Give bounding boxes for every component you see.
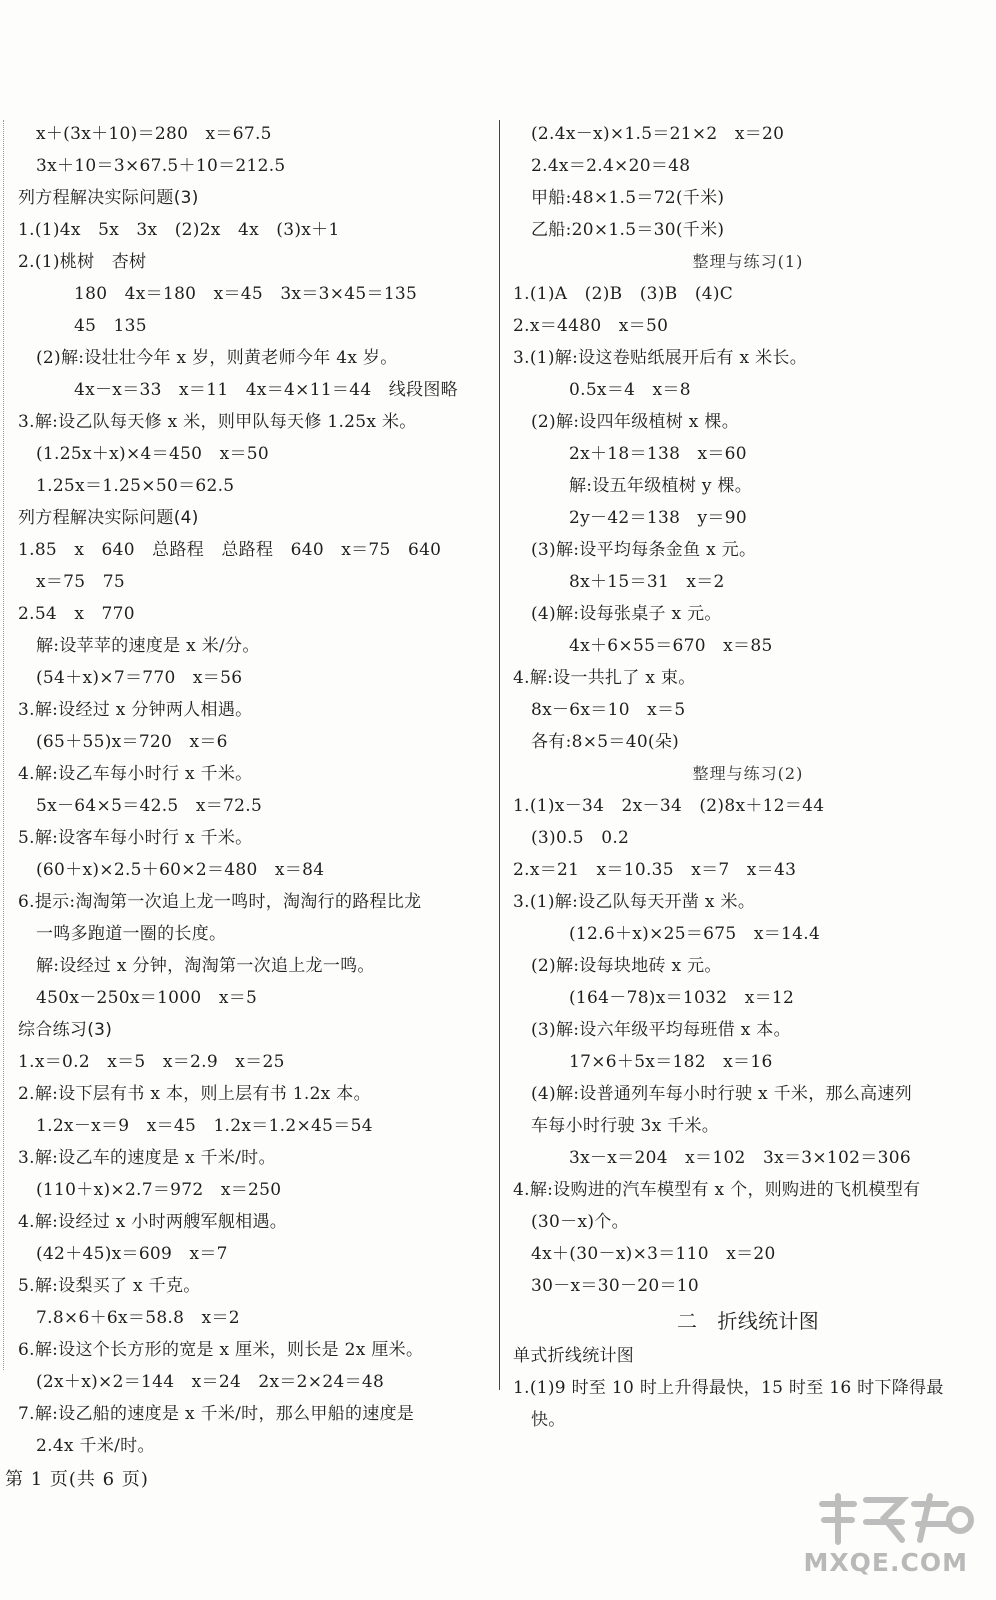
right-line: 3x－x＝204 x＝102 3x＝3×102＝306 xyxy=(569,1148,911,1168)
right-line: 30－x＝30－20＝10 xyxy=(531,1276,700,1296)
right-line: 3.(1)解:设这卷贴纸展开后有 x 米长。 xyxy=(513,348,808,368)
left-line: (2x＋x)×2＝144 x＝24 2x＝2×24＝48 xyxy=(36,1372,385,1392)
left-line: 3.解:设乙车的速度是 x 千米/时。 xyxy=(18,1148,276,1168)
right-column xyxy=(513,118,983,1436)
right-line: 甲船:48×1.5＝72(千米) xyxy=(531,188,725,208)
left-line: 1.85 x 640 总路程 总路程 640 x＝75 640 xyxy=(18,540,442,560)
left-heading: 综合练习(3) xyxy=(18,1020,113,1040)
left-line: 3.解:设经过 x 分钟两人相遇。 xyxy=(18,700,253,720)
right-line: 4.解:设一共扎了 x 束。 xyxy=(513,668,696,688)
left-column xyxy=(18,118,482,1462)
right-line: 8x＋15＝31 x＝2 xyxy=(569,572,725,592)
right-line: 4.解:设购进的汽车模型有 x 个，则购进的飞机模型有 xyxy=(513,1180,921,1200)
left-line: (2)解:设壮壮今年 x 岁，则黄老师今年 4x 岁。 xyxy=(36,348,398,368)
left-line: 4.解:设乙车每小时行 x 千米。 xyxy=(18,764,253,784)
left-line: (110＋x)×2.7＝972 x＝250 xyxy=(36,1180,282,1200)
left-line: 3.解:设乙队每天修 x 米，则甲队每天修 1.25x 米。 xyxy=(18,412,417,432)
right-line: (3)0.5 0.2 xyxy=(531,828,630,848)
left-line: (42＋45)x＝609 x＝7 xyxy=(36,1244,228,1264)
left-heading: 列方程解决实际问题(3) xyxy=(18,188,199,208)
left-line: 解:设苹苹的速度是 x 米/分。 xyxy=(36,636,260,656)
right-line: 2.4x＝2.4×20＝48 xyxy=(531,156,691,176)
right-line: (2)解:设四年级植树 x 棵。 xyxy=(531,412,740,432)
right-major: 二 折线统计图 xyxy=(676,1309,820,1333)
right-line: 17×6＋5x＝182 x＝16 xyxy=(569,1052,773,1072)
right-center: 整理与练习(2) xyxy=(692,764,804,783)
left-line: 2.(1)桃树 杏树 xyxy=(18,252,147,272)
left-line: 2.解:设下层有书 x 本，则上层有书 1.2x 本。 xyxy=(18,1084,371,1104)
right-line: 1.(1)x－34 2x－34 (2)8x＋12＝44 xyxy=(513,796,825,816)
answer-logo-icon xyxy=(814,1490,974,1548)
left-line: 1.25x＝1.25×50＝62.5 xyxy=(36,476,235,496)
left-line: 7.解:设乙船的速度是 x 千米/时，那么甲船的速度是 xyxy=(18,1404,415,1424)
left-line: (65＋55)x＝720 x＝6 xyxy=(36,732,228,752)
right-line: 1.(1)9 时至 10 时上升得最快，15 时至 16 时下降得最 xyxy=(513,1378,944,1398)
left-line: 5.解:设梨买了 x 千克。 xyxy=(18,1276,201,1296)
right-line: (3)解:设平均每条金鱼 x 元。 xyxy=(531,540,757,560)
right-line: (2.4x－x)×1.5＝21×2 x＝20 xyxy=(531,124,785,144)
right-heading: 单式折线统计图 xyxy=(513,1346,635,1366)
right-line: 4x＋(30－x)×3＝110 x＝20 xyxy=(531,1244,776,1264)
right-line: (12.6＋x)×25＝675 x＝14.4 xyxy=(569,924,821,944)
left-line: 6.解:设这个长方形的宽是 x 厘米，则长是 2x 厘米。 xyxy=(18,1340,424,1360)
left-line: 1.x＝0.2 x＝5 x＝2.9 x＝25 xyxy=(18,1052,285,1072)
left-line: 4x－x＝33 x＝11 4x＝4×11＝44 线段图略 xyxy=(74,380,458,400)
watermark xyxy=(803,1490,978,1590)
right-line: (2)解:设每块地砖 x 元。 xyxy=(531,956,722,976)
left-line: 2.54 x 770 xyxy=(18,604,135,624)
left-line: 一鸣多跑道一圈的长度。 xyxy=(36,924,227,944)
left-line: 解:设经过 x 分钟，淘淘第一次追上龙一鸣。 xyxy=(36,956,375,976)
left-line: (1.25x＋x)×4＝450 x＝50 xyxy=(36,444,270,464)
left-line: 6.提示:淘淘第一次追上龙一鸣时，淘淘行的路程比龙 xyxy=(18,892,422,912)
left-line: 4.解:设经过 x 小时两艘军舰相遇。 xyxy=(18,1212,288,1232)
left-line: 7.8×6＋6x＝58.8 x＝2 xyxy=(36,1308,240,1328)
watermark-url: MXQE.COM xyxy=(803,1548,968,1577)
right-line: 0.5x＝4 x＝8 xyxy=(569,380,691,400)
left-heading: 列方程解决实际问题(4) xyxy=(18,508,199,528)
right-line: 2y－42＝138 y＝90 xyxy=(569,508,747,528)
right-line: 2.x＝4480 x＝50 xyxy=(513,316,669,336)
binding-margin-line xyxy=(3,120,4,1370)
left-line: 1.2x－x＝9 x＝45 1.2x＝1.2×45＝54 xyxy=(36,1116,373,1136)
right-line: (4)解:设每张桌子 x 元。 xyxy=(531,604,722,624)
right-line: 各有:8×5＝40(朵) xyxy=(531,732,680,752)
left-line: (60＋x)×2.5＋60×2＝480 x＝84 xyxy=(36,860,325,880)
right-line: (4)解:设普通列车每小时行驶 x 千米，那么高速列 xyxy=(531,1084,913,1104)
left-line: x＝75 75 xyxy=(36,572,125,592)
right-line: 2x＋18＝138 x＝60 xyxy=(569,444,747,464)
left-line: 180 4x＝180 x＝45 3x＝3×45＝135 xyxy=(74,284,418,304)
right-line: 快。 xyxy=(531,1410,566,1430)
left-line: 450x－250x＝1000 x＝5 xyxy=(36,988,258,1008)
left-line: 5x－64×5＝42.5 x＝72.5 xyxy=(36,796,263,816)
right-line: (3)解:设六年级平均每班借 x 本。 xyxy=(531,1020,791,1040)
right-center: 整理与练习(1) xyxy=(692,252,804,271)
right-line: 解:设五年级植树 y 棵。 xyxy=(569,476,753,496)
left-line: (54＋x)×7＝770 x＝56 xyxy=(36,668,243,688)
page-footer: 第 1 页(共 6 页) xyxy=(5,1469,149,1490)
column-divider xyxy=(499,120,500,1390)
right-line: 8x－6x＝10 x＝5 xyxy=(531,700,686,720)
right-line: 1.(1)A (2)B (3)B (4)C xyxy=(513,284,734,304)
left-line: x＋(3x＋10)＝280 x＝67.5 xyxy=(36,124,272,144)
left-line: 45 135 xyxy=(74,316,147,336)
left-line: 5.解:设客车每小时行 x 千米。 xyxy=(18,828,253,848)
left-line: 2.4x 千米/时。 xyxy=(36,1436,155,1456)
left-line: 3x＋10＝3×67.5＋10＝212.5 xyxy=(36,156,286,176)
right-line: 4x＋6×55＝670 x＝85 xyxy=(569,636,773,656)
right-line: 2.x＝21 x＝10.35 x＝7 x＝43 xyxy=(513,860,797,880)
right-line: 乙船:20×1.5＝30(千米) xyxy=(531,220,725,240)
left-line: 1.(1)4x 5x 3x (2)2x 4x (3)x＋1 xyxy=(18,220,340,240)
right-line: (30－x)个。 xyxy=(531,1212,629,1232)
right-line: 3.(1)解:设乙队每天开凿 x 米。 xyxy=(513,892,756,912)
right-line: 车每小时行驶 3x 千米。 xyxy=(531,1116,720,1136)
right-line: (164－78)x＝1032 x＝12 xyxy=(569,988,795,1008)
